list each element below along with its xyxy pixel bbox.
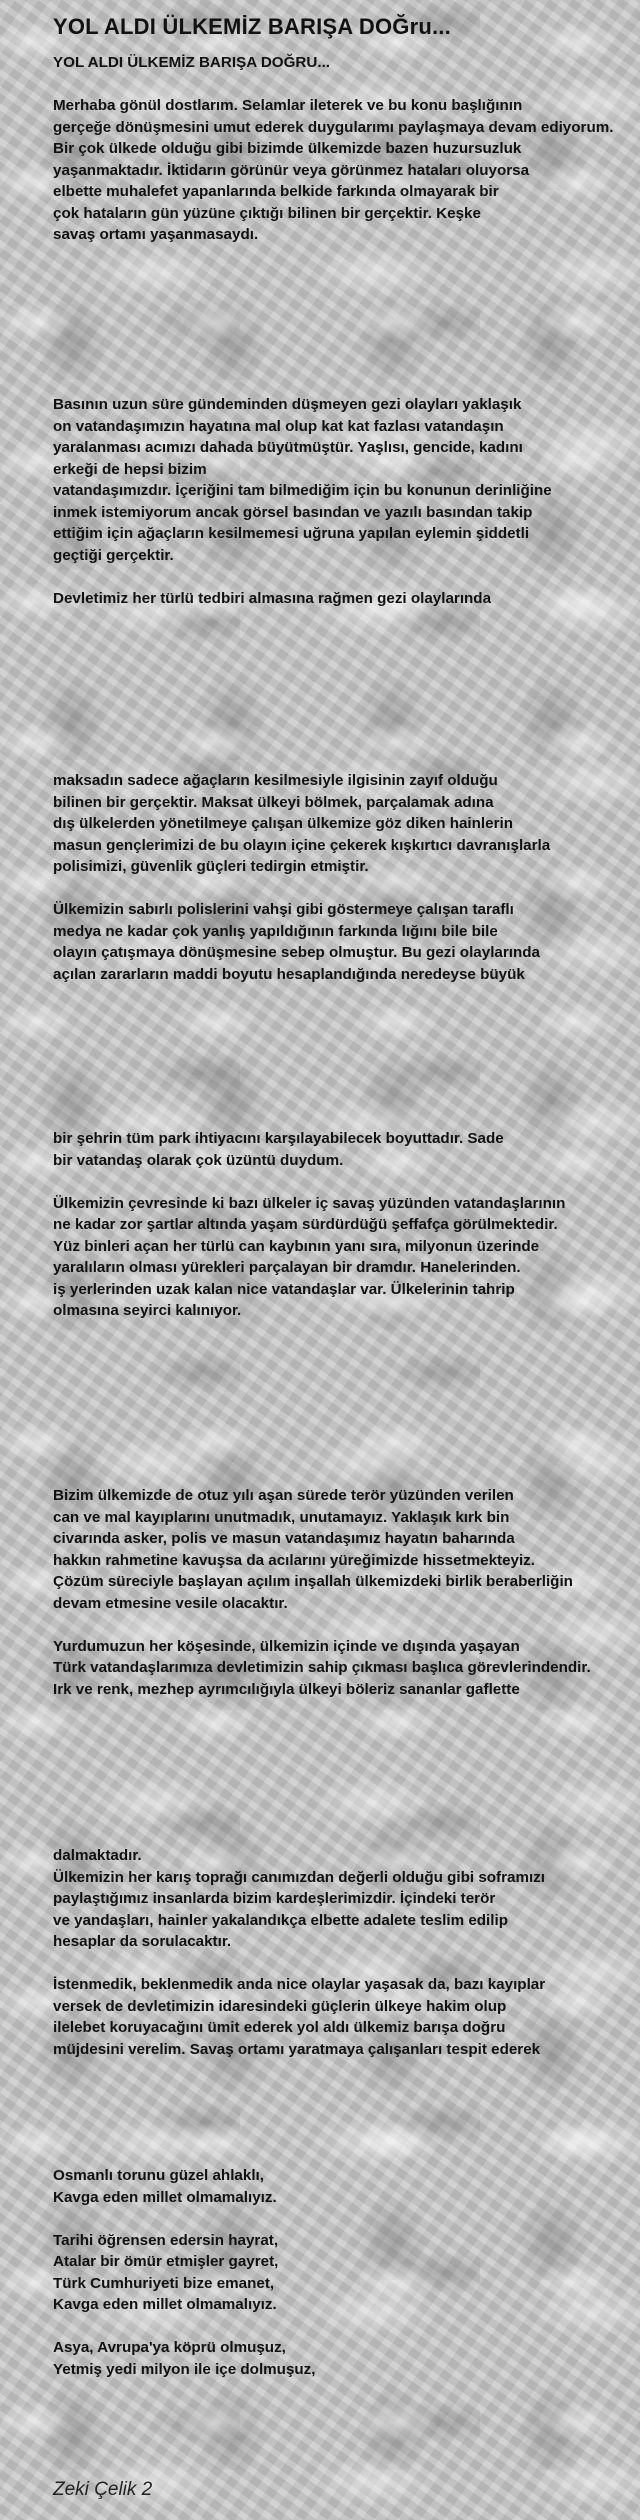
text-line: yaralıların olması yürekleri parçalayan bir dramdır. Hanelerinden. [53, 1259, 521, 1276]
text-section-7 [0, 2165, 640, 2380]
text-line: Bizim ülkemizde de otuz yılı aşan sürede terör yüzünden verilen [53, 1487, 514, 1504]
author-signature: Zeki Çelik 2 [53, 2479, 153, 2500]
text-line: can ve mal kayıplarını unutmadık, unutamayız. Yaklaşık kırk bin [53, 1508, 510, 1526]
text-line: Atalar bir ömür etmişler gayret, [53, 2253, 279, 2270]
paragraph-gap [53, 1614, 636, 1636]
text-line: Ülkemizin sabırlı polislerini vahşi gibi göstermeye çalışan taraflı [53, 901, 514, 918]
text-line: ilelebet koruyacağını ümit ederek yol aldı ülkemiz barışa doğru [53, 2019, 506, 2036]
text-line: ve yandaşları, hainler yakalandıkça elbette adalete teslim edilip [53, 1911, 508, 1929]
text-line: inmek istemiyorum ancak görsel basından ve yazılı basından takip [53, 503, 533, 521]
paragraph-gap [53, 1953, 636, 1975]
text-line: masun gençlerimizi de bu olayın içine çekerek kışkırtıcı davranışlarla [53, 836, 551, 854]
text-line: savaş ortamı yaşanmasaydı. [53, 226, 259, 243]
text-line: yaralanması acımızı dahada büyütmüştür. Yaşlısı, gencide, kadını [53, 439, 523, 456]
text-line: elbette muhalefet yapanlarında belkide farkında olmayarak bir [53, 183, 499, 200]
text-line: Türk Cumhuriyeti bize emanet, [53, 2274, 275, 2292]
text-line: devam etmesine vesile olacaktır. [53, 1594, 288, 1612]
text-section-6 [0, 1845, 640, 2060]
text-line: Merhaba gönül dostlarım. Selamlar ileterek ve bu konu başlığının [53, 97, 523, 114]
text-line: Tarihi öğrensen edersin hayrat, [53, 2231, 279, 2249]
text-line: bir vatandaş olarak çok üzüntü duydum. [53, 1151, 344, 1169]
text-line: müjdesini verelim. Savaş ortamı yaratmaya çalışanları tespit ederek [53, 2040, 541, 2058]
text-line: Irk ve renk, mezhep ayrımcılığıyla ülkeyi böleriz sananlar gaflette [53, 1680, 520, 1698]
text-line: olmasına seyirci kalınıyor. [53, 1302, 242, 1319]
text-line: hakkın rahmetine kavuşsa da acılarını yüreğimizde hissetmekteyiz. [53, 1551, 535, 1569]
text-line: Ülkemizin her karış toprağı canımızdan değerli olduğu gibi soframızı [53, 1868, 545, 1886]
text-line: gerçeğe dönüşmesini umut ederek duygularımı paylaşmaya devam ediyorum. [53, 118, 614, 136]
text-line: vatandaşımızdır. İçeriğini tam bilmediğim için bu konunun derinliğine [53, 482, 552, 499]
text-line: Çözüm süreciyle başlayan açılım inşallah ülkemizdeki birlik beraberliğin [53, 1573, 573, 1590]
page-title: YOL ALDI ÜLKEMİZ BARIŞA DOĞru... [53, 14, 451, 39]
text-line: bilinen bir gerçektir. Maksat ülkeyi bölmek, parçalamak adına [53, 793, 494, 811]
text-line: erkeği de hepsi bizim [53, 460, 207, 478]
text-line: versek de devletimizin idaresindeki güçlerin ülkeye hakim olup [53, 1997, 507, 2015]
text-line: bir şehrin tüm park ihtiyacını karşılayabilecek boyuttadır. Sade [53, 1130, 504, 1147]
text-line: paylaştığımız insanlarda bizim kardeşlerimizdir. İçindeki terör [53, 1890, 496, 1907]
text-section-5 [0, 1485, 640, 1700]
text-line: geçtiği gerçektir. [53, 546, 174, 564]
paragraph-gap [53, 74, 636, 96]
text-line: Asya, Avrupa'ya köprü olmuşuz, [53, 2339, 286, 2356]
text-line: yaşanmaktadır. İktidarın görünür veya görünmez hataları oluyorsa [53, 161, 530, 179]
paragraph-gap [53, 566, 636, 588]
text-line: olayın çatışmaya dönüşmesine sebep olmuştur. Bu gezi olaylarında [53, 944, 540, 961]
text-section-1 [0, 52, 640, 246]
paragraph-gap [53, 1171, 636, 1193]
text-line: Kavga eden millet olmamalıyız. [53, 2296, 277, 2313]
text-line: açılan zararların maddi boyutu hesaplandığında neredeyse büyük [53, 965, 525, 983]
text-line: Osmanlı torunu güzel ahlaklı, [53, 2167, 264, 2184]
text-line: Devletimiz her türlü tedbiri almasına rağmen gezi olaylarında [53, 589, 492, 607]
text-line: hesaplar da sorulacaktır. [53, 1933, 232, 1950]
text-line: civarında asker, polis ve masun vatandaşımız hayatın baharında [53, 1530, 515, 1547]
text-section-2 [0, 394, 640, 609]
paragraph-gap [53, 2316, 636, 2338]
text-section-3 [0, 770, 640, 985]
text-line: YOL ALDI ÜLKEMİZ BARIŞA DOĞRU... [53, 54, 331, 71]
text-line: çok hataların gün yüzüne çıktığı bilinen bir gerçektir. Keşke [53, 204, 481, 222]
text-line: Bir çok ülkede olduğu gibi bizimde ülkemizde bazen huzursuzluk [53, 140, 522, 157]
text-line: dış ülkelerden yönetilmeye çalışan ülkemize göz diken hainlerin [53, 815, 514, 832]
text-line: medya ne kadar çok yanlış yapıldığının farkında lığını bile bile [53, 922, 498, 940]
text-line: ne kadar zor şartlar altında yaşam sürdürdüğü şeffafça görülmektedir. [53, 1216, 558, 1233]
text-line: on vatandaşımızın hayatına mal olup kat kat fazlası vatandaşın [53, 417, 504, 435]
text-line: Yetmiş yedi milyon ile içe dolmuşuz, [53, 2360, 316, 2378]
text-line: maksadın sadece ağaçların kesilmesiyle ilgisinin zayıf olduğu [53, 772, 498, 789]
text-section-4 [0, 1128, 640, 1322]
text-line: Türk vatandaşlarımıza devletimizin sahip çıkması başlıca görevlerindendir. [53, 1659, 591, 1676]
text-line: Yüz binleri açan her türlü can kaybının yanı sıra, milyonun üzerinde [53, 1237, 540, 1255]
paragraph-gap [53, 2208, 636, 2230]
text-line: Kavga eden millet olmamalıyız. [53, 2188, 277, 2206]
text-line: ettiğim için ağaçların kesilmemesi uğruna yapılan eylemin şiddetli [53, 525, 530, 542]
paragraph-gap [53, 878, 636, 900]
text-line: iş yerlerinden uzak kalan nice vatandaşlar var. Ülkelerinin tahrip [53, 1280, 515, 1298]
text-line: Basının uzun süre gündeminden düşmeyen gezi olayları yaklaşık [53, 396, 522, 413]
text-line: İstenmedik, beklenmedik anda nice olaylar yaşasak da, bazı kayıplar [53, 1976, 546, 1993]
text-line: Yurdumuzun her köşesinde, ülkemizin içinde ve dışında yaşayan [53, 1637, 520, 1655]
text-line: Ülkemizin çevresinde ki bazı ülkeler iç savaş yüzünden vatandaşlarının [53, 1194, 566, 1212]
text-line: dalmaktadır. [53, 1847, 142, 1864]
text-line: polisimizi, güvenlik güçleri tedirgin etmiştir. [53, 858, 369, 875]
